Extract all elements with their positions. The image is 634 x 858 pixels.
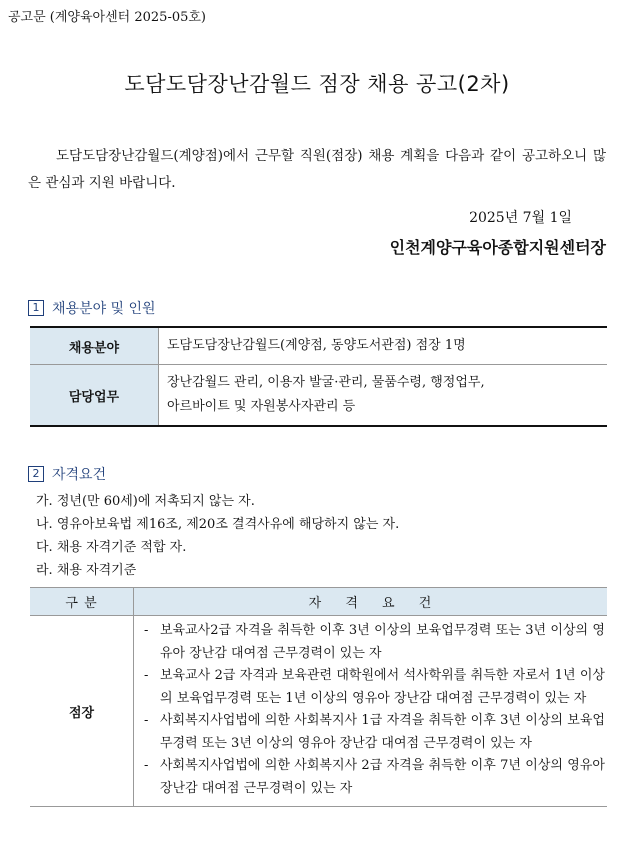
signer: 인천계양구육아종합지원센터장 — [389, 238, 606, 257]
row-value-line: 아르바이트 및 자원봉사자관리 등 — [167, 399, 356, 414]
requirement-text: 보육교사 2급 자격과 보육관련 대학원에서 석사학위를 취득한 자로서 1년 이상의 보육업무경력 또는 1년 이상의 영유아 장난감 대여점 근무경력이 있는 자 — [160, 668, 605, 706]
requirement-item — [144, 710, 605, 755]
recruitment-table — [30, 326, 607, 427]
position-cell: 점장 — [30, 616, 134, 807]
list-item: 다. 채용 자격기준 적합 자. — [36, 540, 187, 555]
requirements-cell — [134, 616, 608, 807]
row-label: 담당업무 — [30, 365, 159, 427]
section-1-number: 1 — [28, 300, 44, 316]
column-header-requirements: 자 격 요 건 — [134, 588, 608, 616]
section-1-title: 채용분야 및 인원 — [52, 301, 156, 317]
list-item: 가. 정년(만 60세)에 저촉되지 않는 자. — [36, 494, 255, 509]
row-value-line: 도담도담장난감월드(계양점, 동양도서관점) 점장 1명 — [167, 338, 466, 353]
dash-marker: - — [144, 713, 149, 728]
page-title: 도담도담장난감월드 점장 채용 공고(2차) — [124, 72, 510, 96]
row-label: 채용분야 — [30, 327, 159, 365]
list-item: 나. 영유아보육법 제16조, 제20조 결격사유에 해당하지 않는 자. — [36, 517, 400, 532]
table-row — [30, 327, 607, 365]
document-number: 공고문 (계양육아센터 2025-05호) — [8, 10, 207, 25]
column-header-category: 구 분 — [30, 588, 134, 616]
row-value — [159, 365, 608, 427]
table-row — [30, 616, 607, 807]
requirement-text: 보육교사2급 자격을 취득한 이후 3년 이상의 보육업무경력 또는 3년 이상의 영유아 장난감 대여점 근무경력이 있는 자 — [160, 623, 605, 661]
requirement-item — [144, 620, 605, 665]
section-2-title: 자격요건 — [52, 467, 107, 483]
row-value-line: 장난감월드 관리, 이용자 발굴·관리, 물품수령, 행정업무, — [167, 375, 485, 390]
announcement-date: 2025년 7월 1일 — [469, 210, 572, 226]
table-row — [30, 365, 607, 427]
requirement-list — [36, 490, 399, 582]
section-1-heading — [28, 298, 156, 318]
requirement-text: 사회복지사업법에 의한 사회복지사 1급 자격을 취득한 이후 3년 이상의 보육업무경력 또는 3년 이상의 영유아 장난감 대여점 근무경력이 있는 자 — [160, 713, 605, 751]
table-header-row — [30, 588, 607, 616]
qualification-table — [30, 587, 607, 807]
requirement-item — [144, 755, 605, 800]
dash-marker: - — [144, 668, 149, 683]
section-2-number: 2 — [28, 466, 44, 482]
dash-marker: - — [144, 758, 149, 773]
row-value — [159, 327, 608, 365]
requirement-text: 사회복지사업법에 의한 사회복지사 2급 자격을 취득한 이후 7년 이상의 영유아 장난감 대여점 근무경력이 있는 자 — [160, 758, 605, 796]
requirement-item — [144, 665, 605, 710]
dash-marker: - — [144, 623, 149, 638]
intro-paragraph: 도담도담장난감월드(계양점)에서 근무할 직원(점장) 채용 계획을 다음과 같이 공고하오니 많은 관심과 지원 바랍니다. — [28, 148, 606, 191]
list-item: 라. 채용 자격기준 — [36, 563, 137, 578]
section-2-heading — [28, 464, 106, 484]
